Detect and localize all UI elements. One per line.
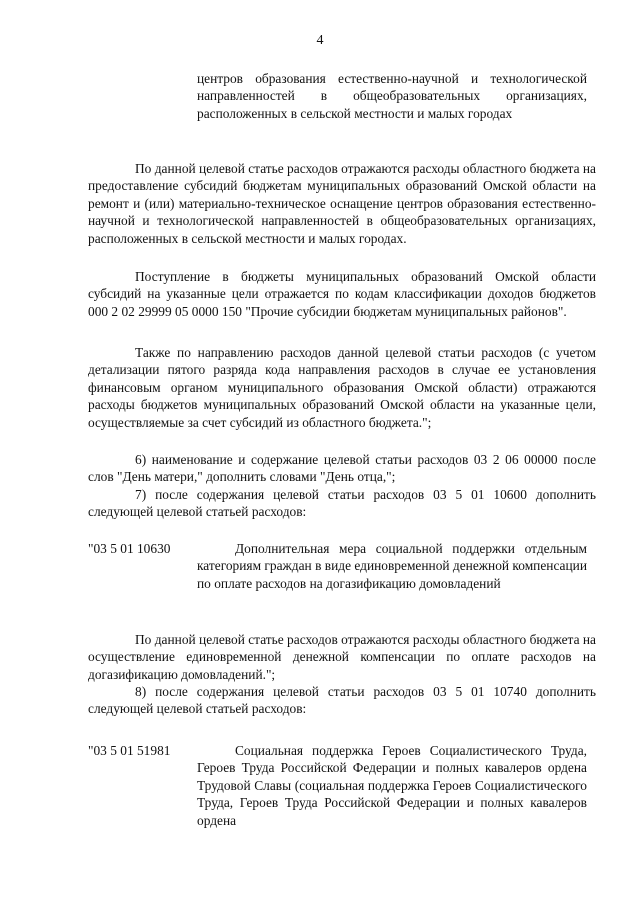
amendment-item-7: 7) после содержания целевой статьи расходов 03 5 01 10600 дополнить следующей целевой статьей расходов: [88,487,596,520]
page-number: 4 [316,33,324,48]
article-title: Социальная поддержка Героев Социалистического Труда, Героев Труда Российской Федерации и полных кавалеров ордена Трудовой Славы (социальная поддержка Героев Социалистического Труда, Героев Труда Российской Федерации и полных кавалеров ордена [197,743,587,828]
article-code: "03 5 01 51981 [88,743,171,758]
paragraph-article-description: По данной целевой статье расходов отражаются расходы областного бюджета на предоставление субсидий бюджетам муниципальных образований Омской области на ремонт и (или) материально-техническое оснащение центров образования естественно-научной и технологической направленностей в общеобразовательных организациях, расположенных в сельской местности и малых городах. [88,161,596,246]
paragraph-revenue-classification: Поступление в бюджеты муниципальных образований Омской области субсидий на указанные цели отражается по кодам классификации доходов бюджетов 000 2 02 29999 05 0000 150 "Прочие субсидии бюджетам муниципальных районов". [88,269,596,319]
article-code: "03 5 01 10630 [88,541,171,556]
previous-article-title-continuation: центров образования естественно-научной и технологической направленностей в общеобразовательных организациях, расположенных в сельской местности и малых городах [197,71,587,121]
paragraph-municipal-expenses: Также по направлению расходов данной целевой статьи расходов (с учетом детализации пятого разряда кода направления расходов в случае ее установления финансовым органом муниципального образования Омской области) отражаются расходы бюджетов муниципальных образований Омской области на указанные цели, осуществляемые за счет субсидий из областного бюджета."; [88,345,596,430]
amendment-item-8: 8) после содержания целевой статьи расходов 03 5 01 10740 дополнить следующей целевой статьей расходов: [88,684,596,717]
paragraph-article-description: По данной целевой статье расходов отражаются расходы областного бюджета на осуществление единовременной денежной компенсации по оплате расходов на догазификацию домовладений."; [88,632,596,682]
amendment-item-6: 6) наименование и содержание целевой статьи расходов 03 2 06 00000 после слов "День матери," дополнить словами "День отца,"; [88,452,596,485]
article-title: Дополнительная мера социальной поддержки отдельным категориям граждан в виде единовременной денежной компенсации по оплате расходов на догазификацию домовладений [197,541,587,591]
